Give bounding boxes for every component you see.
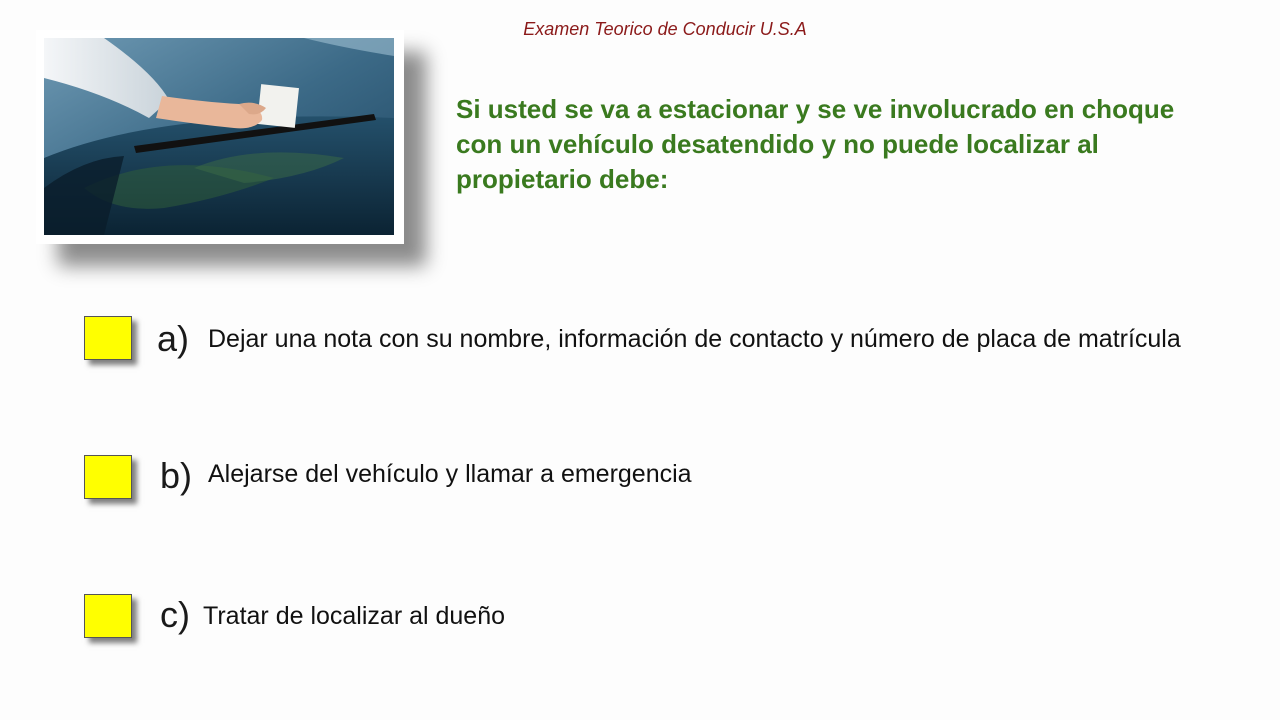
question-photo-frame: [36, 30, 404, 244]
option-a[interactable]: [84, 316, 1234, 396]
option-c-checkbox[interactable]: [84, 594, 132, 638]
option-b-letter: b): [160, 455, 193, 496]
option-b[interactable]: [84, 455, 1234, 505]
option-a-text: Dejar una nota con su nombre, información de contacto y número de placa de matrícula: [208, 325, 1181, 353]
question-text: Si usted se va a estacionar y se ve involucrado en choque con un vehículo desatendido y no puede localizar al propietario debe:: [456, 94, 1175, 194]
option-a-checkbox[interactable]: [84, 316, 132, 360]
option-c-letter: c): [160, 594, 190, 635]
option-b-checkbox[interactable]: [84, 455, 132, 499]
windshield-photo: [44, 38, 394, 235]
option-a-letter: a): [157, 318, 190, 359]
option-b-text: Alejarse del vehículo y llamar a emergencia: [208, 460, 692, 488]
exam-title: Examen Teorico de Conducir U.S.A: [523, 19, 807, 39]
option-c-text: Tratar de localizar al dueño: [203, 602, 506, 630]
option-c[interactable]: [84, 594, 1234, 644]
windshield-note-illustration: [44, 38, 394, 235]
